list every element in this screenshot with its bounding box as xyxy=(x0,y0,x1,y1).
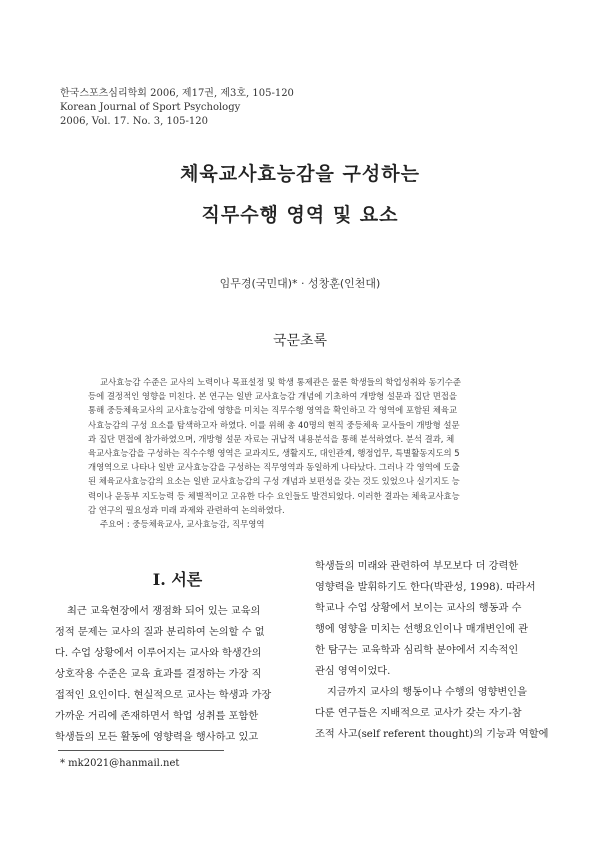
body-line: 최근 교육현장에서 쟁점화 되어 있는 교육의 xyxy=(67,606,261,617)
body-line: 학생들의 미래와 관련하여 부모보다 더 강력한 xyxy=(315,561,519,572)
body-line: 관심 영역이었다. xyxy=(315,666,391,677)
body-line: 다. 수업 상황에서 이루어지는 교사와 학생간의 xyxy=(55,648,262,659)
body-line: 접적인 요인이다. 현실적으로 교사는 학생과 가장 xyxy=(55,690,272,701)
body-line: 영향력을 발휘하기도 한다(박관성, 1998). 따라서 xyxy=(315,582,536,593)
abstract-line: 된 체육교사효능감의 요소는 일반 교사효능감의 구성 개념과 보편성을 갖는 것도 있었으나 실기지도 능 xyxy=(88,476,460,487)
body-line: 행에 영향을 미치는 선행요인이나 매개변인에 관 xyxy=(315,624,529,635)
body-line: 정적 문제는 교사의 질과 분리하여 논의할 수 없 xyxy=(55,627,265,638)
abstract-line: 감 연구의 필요성과 미래 과제와 관련하여 논의하였다. xyxy=(88,504,285,515)
footnote-divider xyxy=(58,750,224,751)
keywords: 주요어 : 중등체육교사, 교사효능감, 직무영역 xyxy=(100,519,265,529)
abstract-line: 과 집단 면접에 참가하였으며, 개방형 설문 자료는 귀납적 내용분석을 통해 분석하였다. 분석 결과, 체 xyxy=(88,433,455,444)
journal-info-korean: 한국스포츠심리학회 2006, 제17권, 제3호, 105-120 xyxy=(60,88,294,99)
section-heading-introduction: I. 서론 xyxy=(152,570,203,589)
paper-title-line-1: 체육교사효능감을 구성하는 xyxy=(180,163,420,185)
body-line: 학교나 수업 상황에서 보이는 교사의 행동과 수 xyxy=(315,603,522,614)
abstract-line: 개영역으로 나타나 일반 교사효능감을 구성하는 직무영역과 동일하게 나타났다. 그러나 각 영역에 도출 xyxy=(88,462,460,473)
body-line: 학생들의 모든 활동에 영향력을 행사하고 있고 xyxy=(55,732,259,743)
abstract-heading: 국문초록 xyxy=(272,333,328,349)
body-line: 가까운 거리에 존재하면서 학업 성취를 포함한 xyxy=(55,711,259,722)
authors: 임무경(국민대)* · 성창훈(인천대) xyxy=(219,277,381,290)
body-column-left xyxy=(55,601,271,748)
body-line: 지금까지 교사의 행동이나 수행의 영향변인을 xyxy=(327,687,527,698)
body-line: 상호작용 수준은 교육 효과를 결정하는 가장 직 xyxy=(55,669,262,680)
abstract-line: 육교사효능감을 구성하는 직수수행 영역은 교과지도, 생활지도, 대인관계, 행정업무, 특별활동지도의 5 xyxy=(88,448,460,459)
abstract-line: 력이나 운동부 지도능력 등 체별적이고 고유한 다수 요인들도 발견되었다. 이러한 결과는 체육교사효능 xyxy=(88,490,460,501)
paper-title-line-2: 직무수행 영역 및 요소 xyxy=(201,204,399,226)
journal-info xyxy=(60,87,294,129)
body-line: 다룬 연구들은 지배적으로 교사가 갖는 자기-참 xyxy=(315,708,522,719)
abstract-line: 통해 중등체육교사의 교사효능감에 영향을 미치는 직무수행 영역을 확인하고 각 영역에 포함된 체육교 xyxy=(88,405,458,416)
abstract-line: 사효능감의 구성 요소를 탐색하고자 하였다. 이를 위해 총 40명의 현직 중등체육 교사들이 개방형 설문 xyxy=(88,419,460,430)
journal-info-english: Korean Journal of Sport Psychology xyxy=(60,102,241,113)
abstract-line: 교사효능감 수준은 교사의 노력이나 목표설정 및 학생 통제관은 물론 학생들의 학업성취와 동기수준 xyxy=(100,377,461,387)
footnote-email: * mk2021@hanmail.net xyxy=(60,758,180,769)
abstract-line: 등에 결정적인 영향을 미친다. 본 연구는 일반 교사효능감 개념에 기초하여 개방형 설문과 집단 면접을 xyxy=(88,391,457,402)
body-line: 조적 사고(self referent thought)의 기능과 역할에 xyxy=(315,729,549,740)
abstract-body xyxy=(88,375,513,517)
journal-info-volume: 2006, Vol. 17. No. 3, 105-120 xyxy=(60,116,208,127)
body-line: 한 탐구는 교육학과 심리학 분야에서 지속적인 xyxy=(315,645,519,656)
body-column-right xyxy=(315,556,548,745)
